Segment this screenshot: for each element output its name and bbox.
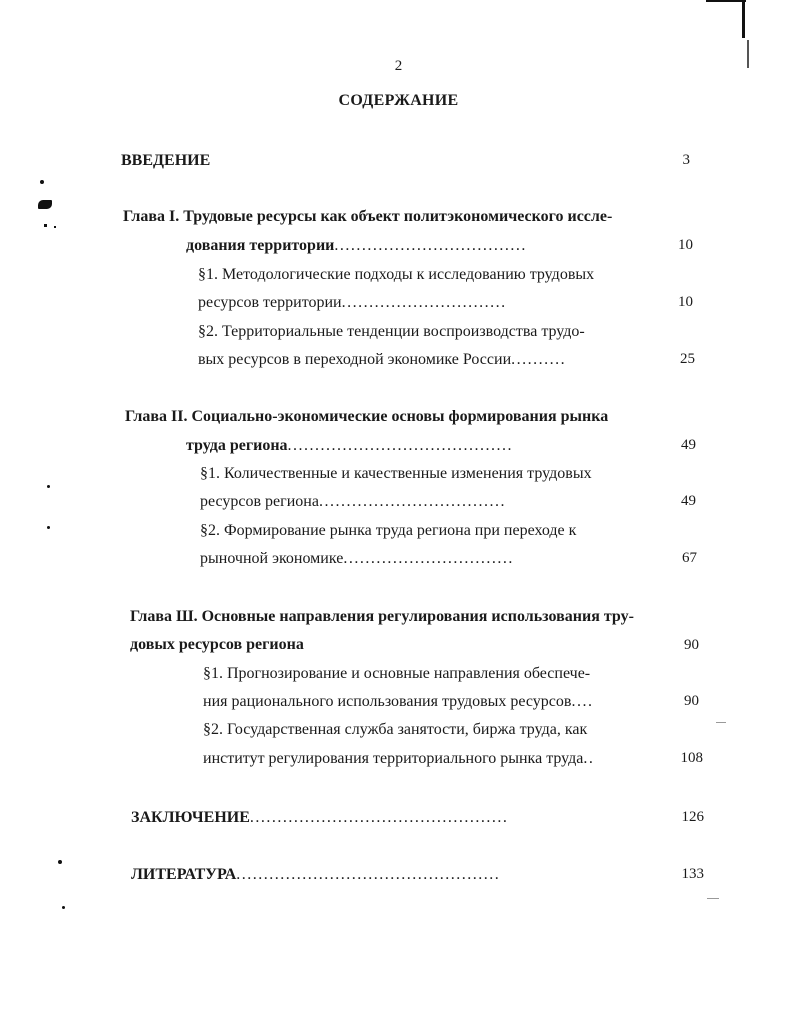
toc-ch3-s1-line2: ния рационального использования трудовых ресурсов.... [203,693,594,710]
toc-ch1-s1-page: 10 [678,294,693,310]
toc-conclusion-page: 126 [681,809,704,825]
toc-ch2-title-line2: труда региона......................................... [186,437,514,454]
toc-literature-leader: ................................................ [236,866,501,883]
toc-ch1-leader: ................................... [334,237,527,254]
toc-ch3-s1-page: 90 [684,693,699,709]
toc-ch1-s2-line2: вых ресурсов в переходной экономике России.......... [198,351,567,368]
toc-ch1-title-line2: дования территории................................... [186,237,527,254]
scan-artifact-edge-line [747,40,749,68]
toc-ch1-s1-leader: .............................. [341,294,507,311]
toc-ch1-s1-line1: §1. Методологические подходы к исследованию трудовых [198,266,595,283]
toc-ch1-s2-line1: §2. Территориальные тенденции воспроизводства трудо- [198,323,585,340]
toc-ch2-s1-line1: §1. Количественные и качественные изменения трудовых [200,465,592,482]
scan-speck-2 [44,224,47,227]
scan-speck-1 [40,180,44,184]
toc-ch1-s2-leader: .......... [511,351,567,368]
toc-ch3-s2-line2: институт регулирования территориального рынка труда.. [203,750,595,767]
scan-speck-6 [58,860,62,864]
scan-smudge-2 [707,898,719,899]
toc-intro-page: 3 [682,152,690,168]
toc-ch2-s2-line2: рыночной экономике............................... [200,550,514,567]
toc-conclusion-leader: ............................................... [249,809,509,826]
toc-ch2-title-line1: Глава II. Социально-экономические основы формирования рынка [125,408,609,425]
scan-speck-3 [54,226,56,228]
scan-smudge-1 [716,722,726,723]
page-number: 2 [394,58,403,74]
toc-ch1-page: 10 [678,237,693,253]
toc-ch3-title-line1: Глава Ш. Основные направления регулирования использования тру- [130,608,634,625]
toc-ch2-s2-leader: ............................... [343,550,514,567]
scan-artifact-top-line [706,0,746,2]
toc-ch2-s2-line1: §2. Формирование рынка труда региона при переходе к [200,522,577,539]
scan-artifact-corner-bar [742,0,745,38]
toc-ch2-leader: ......................................... [287,437,514,454]
toc-ch3-page: 90 [684,637,699,653]
toc-ch2-page: 49 [681,437,696,453]
toc-ch2-s1-leader: .................................. [318,493,506,510]
toc-ch3-s2-line1: §2. Государственная служба занятости, биржа труда, как [203,721,588,738]
toc-ch3-s1-leader: .... [571,693,594,710]
scan-speck-5 [47,526,50,529]
toc-conclusion-label: ЗАКЛЮЧЕНИЕ............................................... [131,809,509,826]
scan-speck-7 [62,906,65,909]
toc-ch3-s1-line1: §1. Прогнозирование и основные направления обеспече- [203,665,591,682]
toc-ch2-s1-page: 49 [681,493,696,509]
toc-ch3-s2-page: 108 [680,750,703,766]
toc-literature-page: 133 [681,866,704,882]
page-title: СОДЕРЖАНИЕ [338,92,459,109]
toc-ch1-s1-line2: ресурсов территории.............................. [198,294,507,311]
toc-ch3-s2-leader: .. [583,750,595,767]
toc-intro-label: ВВЕДЕНИЕ [121,152,211,169]
scan-blot [38,200,52,209]
toc-ch1-title-line1: Глава I. Трудовые ресурсы как объект политэкономического иссле- [123,208,613,225]
toc-ch1-s2-page: 25 [680,351,695,367]
toc-literature-label: ЛИТЕРАТУРА................................................ [131,866,501,883]
toc-ch2-s2-page: 67 [682,550,697,566]
toc-ch2-s1-line2: ресурсов региона.................................. [200,493,506,510]
toc-ch3-title-line2: довых ресурсов региона [130,636,304,653]
scan-speck-4 [47,485,50,488]
